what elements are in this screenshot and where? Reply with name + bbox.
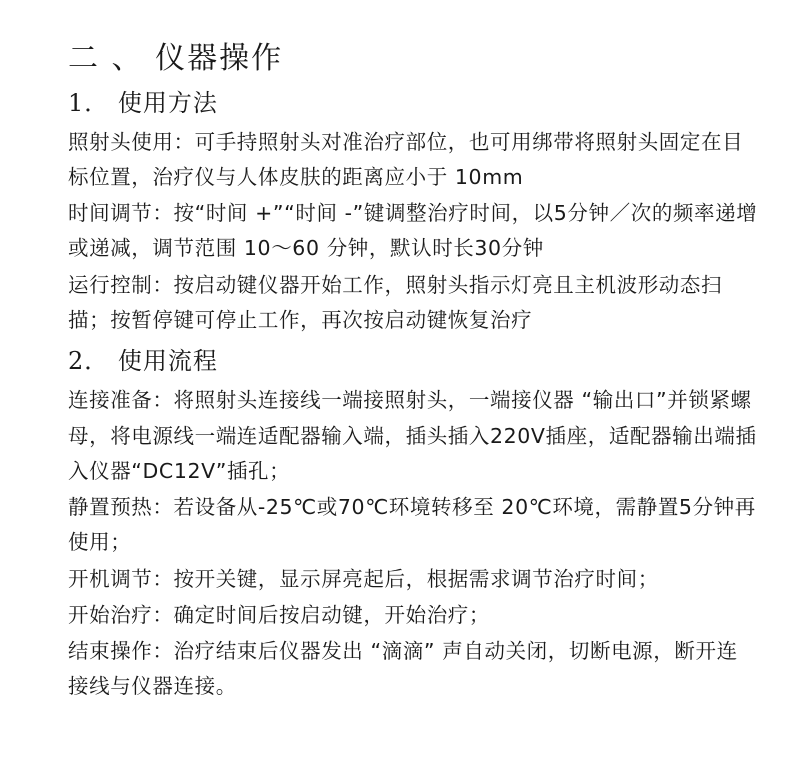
paragraph: 照射头使用：可手持照射头对准治疗部位，也可用绑带将照射头固定在目标位置，治疗仪与人体皮肤的距离应小于 10mm (68, 129, 744, 189)
paragraph: 静置预热：若设备从-25℃或70℃环境转移至 20℃环境，需静置5分钟再使用； (68, 495, 756, 555)
page-title: 二 、 仪器操作 (68, 41, 284, 76)
paragraph: 开始治疗：确定时间后按启动键，开始治疗； (68, 602, 490, 627)
subsection-heading-1: 1． 使用方法 (68, 88, 218, 117)
subsection-1-body (68, 125, 758, 339)
subsection-heading-2: 2． 使用流程 (68, 347, 218, 376)
paragraph: 结束操作：治疗结束后仪器发出 “滴滴” 声自动关闭，切断电源，断开连接线与仪器连接。 (68, 639, 738, 699)
paragraph: 时间调节：按“时间 +”“时间 -”键调整治疗时间，以5分钟／次的频率递增或递减，调节范围 10～60 分钟，默认时长30分钟 (68, 201, 758, 261)
paragraph: 开机调节：按开关键，显示屏亮起后，根据需求调节治疗时间； (68, 566, 659, 591)
subsection-2-body (68, 383, 758, 704)
paragraph: 运行控制：按启动键仪器开始工作，照射头指示灯亮且主机波形动态扫描；按暂停键可停止工作，再次按启动键恢复治疗 (68, 272, 723, 332)
paragraph: 连接准备：将照射头连接线一端接照射头，一端接仪器 “输出口”并锁紧螺母，将电源线一端连适配器输入端，插头插入220V插座，适配器输出端插入仪器“DC12V”插孔； (68, 388, 757, 483)
